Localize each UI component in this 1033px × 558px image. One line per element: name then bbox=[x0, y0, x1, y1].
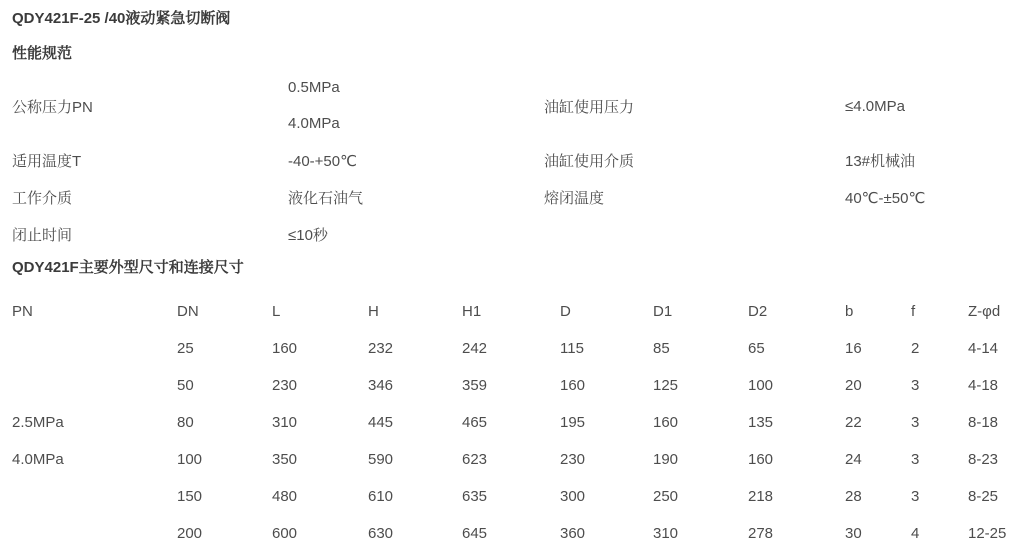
spec-label: 熔闭温度 bbox=[544, 190, 605, 207]
table-cell: 3 bbox=[911, 451, 920, 468]
dimension-table bbox=[12, 293, 1033, 552]
spec-value: ≤10秒 bbox=[288, 227, 328, 244]
spec-value bbox=[845, 216, 1033, 253]
table-row bbox=[12, 179, 1033, 216]
table-cell: 125 bbox=[653, 377, 679, 394]
table-cell bbox=[12, 330, 177, 367]
spec-value-line: 0.5MPa bbox=[288, 79, 340, 96]
table-cell: 623 bbox=[462, 451, 488, 468]
table-cell: 20 bbox=[845, 377, 862, 394]
table-cell: 24 bbox=[845, 451, 862, 468]
table-cell bbox=[12, 478, 177, 515]
table-cell: 218 bbox=[748, 488, 774, 505]
table-row bbox=[12, 216, 1033, 253]
column-header: L bbox=[272, 303, 281, 320]
table-cell: 190 bbox=[653, 451, 679, 468]
table-cell: 242 bbox=[462, 340, 488, 357]
spec-value: 液化石油气 bbox=[288, 190, 364, 207]
table-cell: 2.5MPa bbox=[12, 414, 64, 431]
spec-label: 工作介质 bbox=[12, 190, 73, 207]
table-cell: 3 bbox=[911, 488, 920, 505]
table-row bbox=[12, 515, 1033, 552]
table-cell: 160 bbox=[560, 377, 586, 394]
table-cell: 635 bbox=[462, 488, 488, 505]
table-cell: 100 bbox=[748, 377, 774, 394]
table-cell: 4 bbox=[911, 525, 920, 542]
table-cell: 310 bbox=[272, 414, 298, 431]
table-cell: 610 bbox=[368, 488, 394, 505]
table-cell: 300 bbox=[560, 488, 586, 505]
table-cell: 630 bbox=[368, 525, 394, 542]
table-row bbox=[12, 142, 1033, 179]
column-header: D1 bbox=[653, 303, 673, 320]
table-cell: 30 bbox=[845, 525, 862, 542]
table-cell: 230 bbox=[272, 377, 298, 394]
spec-value: 13#机械油 bbox=[845, 153, 916, 170]
dims-section-title: QDY421F主要外型尺寸和连接尺寸 bbox=[12, 259, 244, 276]
table-row bbox=[12, 330, 1033, 367]
performance-spec-table bbox=[12, 70, 1033, 253]
table-cell: 360 bbox=[560, 525, 586, 542]
table-cell: 12-25 bbox=[968, 525, 1007, 542]
table-cell: 645 bbox=[462, 525, 488, 542]
table-cell: 160 bbox=[653, 414, 679, 431]
table-cell: 590 bbox=[368, 451, 394, 468]
table-cell: 195 bbox=[560, 414, 586, 431]
table-cell: 278 bbox=[748, 525, 774, 542]
column-header: D2 bbox=[748, 303, 768, 320]
spec-label: 油缸使用介质 bbox=[544, 153, 635, 170]
column-header: b bbox=[845, 303, 854, 320]
spec-label: 适用温度T bbox=[12, 153, 82, 170]
table-cell: 350 bbox=[272, 451, 298, 468]
table-cell: 160 bbox=[272, 340, 298, 357]
column-header: Z-φd bbox=[968, 303, 1001, 320]
table-cell: 346 bbox=[368, 377, 394, 394]
table-cell: 250 bbox=[653, 488, 679, 505]
column-header: DN bbox=[177, 303, 199, 320]
table-cell: 28 bbox=[845, 488, 862, 505]
table-cell: 232 bbox=[368, 340, 394, 357]
column-header: D bbox=[560, 303, 571, 320]
table-cell: 3 bbox=[911, 377, 920, 394]
spec-value: -40-+50℃ bbox=[288, 152, 357, 170]
table-cell: 3 bbox=[911, 414, 920, 431]
table-cell: 22 bbox=[845, 414, 862, 431]
table-cell: 359 bbox=[462, 377, 488, 394]
table-cell: 4.0MPa bbox=[12, 451, 64, 468]
table-cell: 200 bbox=[177, 525, 203, 542]
table-cell: 465 bbox=[462, 414, 488, 431]
table-cell: 135 bbox=[748, 414, 774, 431]
column-header: H1 bbox=[462, 303, 482, 320]
spec-label: 闭止时间 bbox=[12, 227, 73, 244]
table-cell: 310 bbox=[653, 525, 679, 542]
spec-section-title: 性能规范 bbox=[12, 45, 73, 62]
table-row bbox=[12, 478, 1033, 515]
table-cell: 85 bbox=[653, 340, 670, 357]
table-cell: 4-18 bbox=[968, 377, 999, 394]
table-cell: 230 bbox=[560, 451, 586, 468]
spec-value-line: 4.0MPa bbox=[288, 115, 340, 132]
table-cell: 160 bbox=[748, 451, 774, 468]
column-header: H bbox=[368, 303, 379, 320]
table-row bbox=[12, 367, 1033, 404]
table-header-row bbox=[12, 293, 1033, 330]
table-cell: 8-23 bbox=[968, 451, 999, 468]
table-cell: 8-18 bbox=[968, 414, 999, 431]
column-header: f bbox=[911, 303, 916, 320]
spec-label: 油缸使用压力 bbox=[544, 98, 635, 116]
table-cell: 16 bbox=[845, 340, 862, 357]
table-cell: 150 bbox=[177, 488, 203, 505]
table-cell: 445 bbox=[368, 414, 394, 431]
spec-label bbox=[544, 216, 845, 253]
table-cell: 8-25 bbox=[968, 488, 999, 505]
spec-label: 公称压力PN bbox=[12, 98, 93, 116]
spec-value: ≤4.0MPa bbox=[845, 97, 905, 115]
page-title: QDY421F-25 /40液动紧急切断阀 bbox=[12, 10, 231, 27]
table-row bbox=[12, 441, 1033, 478]
table-cell: 65 bbox=[748, 340, 765, 357]
table-cell: 600 bbox=[272, 525, 298, 542]
table-cell: 50 bbox=[177, 377, 194, 394]
table-cell: 25 bbox=[177, 340, 194, 357]
table-cell: 115 bbox=[560, 340, 584, 357]
table-cell: 2 bbox=[911, 340, 920, 357]
table-row bbox=[12, 70, 1033, 142]
table-cell bbox=[12, 367, 177, 404]
table-cell: 480 bbox=[272, 488, 298, 505]
table-cell: 100 bbox=[177, 451, 203, 468]
table-row bbox=[12, 404, 1033, 441]
table-cell: 4-14 bbox=[968, 340, 999, 357]
spec-value: 40℃-±50℃ bbox=[845, 189, 926, 207]
table-cell: 80 bbox=[177, 414, 194, 431]
column-header: PN bbox=[12, 303, 33, 320]
table-cell bbox=[12, 515, 177, 552]
spec-value bbox=[288, 70, 544, 142]
